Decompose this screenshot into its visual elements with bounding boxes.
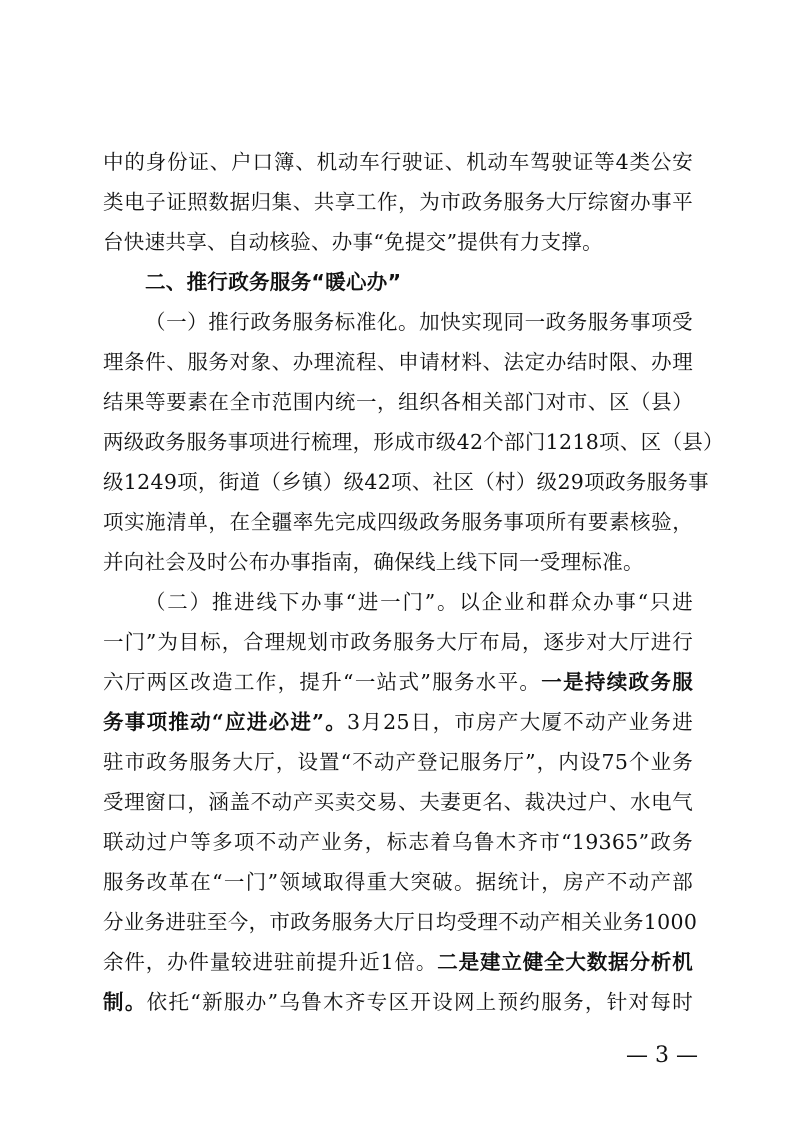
text-line: 并向社会及时公布办事指南，确保线上线下同一受理标准。 — [103, 550, 644, 574]
text-line: 联动过户等多项不动产业务，标志着乌鲁木齐市“19365”政务 — [103, 830, 693, 854]
page-number: — 3 — — [626, 1043, 698, 1068]
text-line — [103, 982, 693, 1022]
text-line: 一门”为目标，合理规划市政务服务大厅布局，逐步对大厅进行 — [103, 630, 693, 654]
text-line: 类电子证照数据归集、共享工作，为市政务服务大厅综窗办事平 — [103, 190, 693, 214]
bold-text-run: 务事项推动“应进必进”。 — [103, 710, 347, 734]
text-line — [103, 662, 693, 702]
text-line: 两级政务服务事项进行梳理，形成市级42个部门1218项、区（县） — [103, 430, 724, 454]
text-line: 台快速共享、自动核验、办事“免提交”提供有力支撑。 — [103, 230, 603, 254]
text-run: 六厅两区改造工作，提升“一站式”服务水平。 — [103, 670, 542, 694]
text-line — [103, 702, 693, 742]
section-heading: 二、推行政务服务“暖心办” — [145, 270, 402, 294]
text-run: 3月25日，市房产大厦不动产业务进 — [347, 710, 693, 734]
bold-text-run: 二是建立健全大数据分析机 — [437, 950, 693, 974]
text-line: 项实施清单，在全疆率先完成四级政务服务事项所有要素核验， — [103, 510, 693, 534]
bold-text-run: 制。 — [103, 990, 147, 1014]
text-line: 结果等要素在全市范围内统一，组织各相关部门对市、区（县） — [103, 390, 693, 414]
paragraph-first-line: （一）推行政务服务标准化。加快实现同一政务服务事项受 — [145, 310, 693, 334]
text-run: 余件，办件量较进驻前提升近1倍。 — [103, 950, 438, 974]
paragraph-first-line: （二）推进线下办事“进一门”。以企业和群众办事“只进 — [145, 590, 693, 614]
body-text — [103, 142, 724, 1014]
text-line: 级1249项，街道（乡镇）级42项、社区（村）级29项政务服务事 — [103, 470, 709, 494]
text-line: 中的身份证、户口簿、机动车行驶证、机动车驾驶证等4类公安 — [103, 150, 693, 174]
text-run: 依托“新服办”乌鲁木齐专区开设网上预约服务，针对每时 — [146, 990, 693, 1014]
text-line: 驻市政务服务大厅，设置“不动产登记服务厅”，内设75个业务 — [103, 750, 693, 774]
text-line: 服务改革在“一门”领域取得重大突破。据统计，房产不动产部 — [103, 870, 693, 894]
bold-text-run: 一是持续政务服 — [541, 670, 693, 694]
text-line: 分业务进驻至今，市政务服务大厅日均受理不动产相关业务1000 — [103, 910, 698, 934]
text-line — [103, 942, 693, 982]
text-line: 理条件、服务对象、办理流程、申请材料、法定办结时限、办理 — [103, 350, 693, 374]
text-line: 受理窗口，涵盖不动产买卖交易、夫妻更名、裁决过户、水电气 — [103, 790, 693, 814]
